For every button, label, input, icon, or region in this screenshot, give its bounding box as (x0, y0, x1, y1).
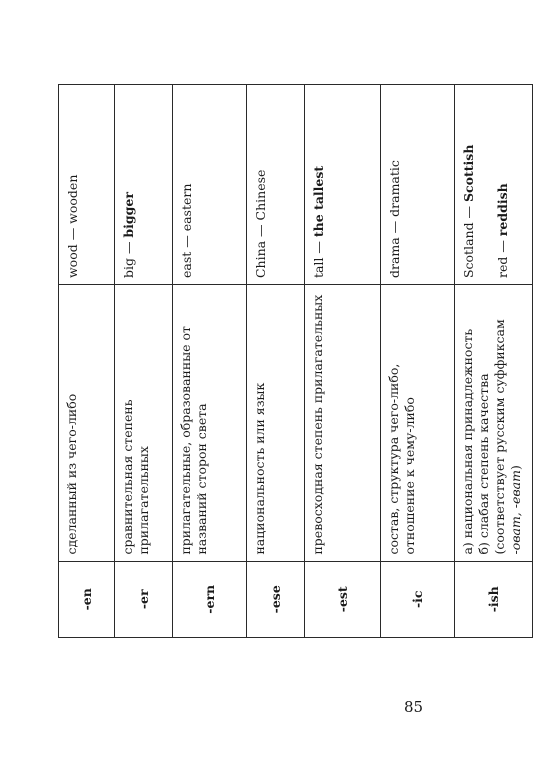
example-cell: China — Chinese (247, 85, 305, 285)
meaning-cell: состав, структура чего-либо, отношение к чему-либо (381, 285, 455, 562)
suffix-cell: -en (59, 561, 115, 637)
table-row (173, 85, 247, 638)
example-cell: drama — dramatic (381, 85, 455, 285)
table-row (247, 85, 305, 638)
example-derived: bigger (121, 192, 136, 238)
suffix-cell: -ern (173, 561, 247, 637)
example-derived: Scottish (461, 144, 476, 202)
example-derived: the tallest (311, 165, 326, 238)
example-cell: wood — wooden (59, 85, 115, 285)
suffix-cell: -est (305, 561, 381, 637)
meaning-cell (455, 285, 533, 562)
table-row (305, 85, 381, 638)
page-number: 85 (404, 698, 424, 716)
table-row (455, 85, 533, 638)
example-derived: reddish (495, 183, 510, 237)
meaning-line-a: а) национальная принадлежность (460, 328, 475, 555)
suffix-cell: -ese (247, 561, 305, 637)
suffix-table (58, 84, 533, 638)
meaning-close: ) (508, 465, 523, 471)
example-base: Scotland — (461, 201, 476, 279)
example-base: tall — (311, 237, 326, 279)
suffix-cell: -ic (381, 561, 455, 637)
example-base: red — (495, 236, 510, 279)
example-cell: east — eastern (173, 85, 247, 285)
suffix-cell: -er (115, 561, 173, 637)
meaning-cell: национальность или язык (247, 285, 305, 562)
example-cell (455, 85, 533, 285)
meaning-line-b: б) слабая степень качества (соответствует русским суффиксам (476, 319, 507, 555)
meaning-cell: прилагательные, образованные от названий сторон света (173, 285, 247, 562)
table-row (381, 85, 455, 638)
example-cell (305, 85, 381, 285)
meaning-cell: сделанный из чего-либо (59, 285, 115, 562)
table-row (115, 85, 173, 638)
meaning-suffixes: -оват, -еват (508, 470, 523, 555)
example-base: big — (121, 237, 136, 279)
example-cell (115, 85, 173, 285)
table-row (59, 85, 115, 638)
meaning-cell: превосходная степень прилагательных (305, 285, 381, 562)
suffix-cell: -ish (455, 561, 533, 637)
meaning-cell: сравнительная степень прилагательных (115, 285, 173, 562)
